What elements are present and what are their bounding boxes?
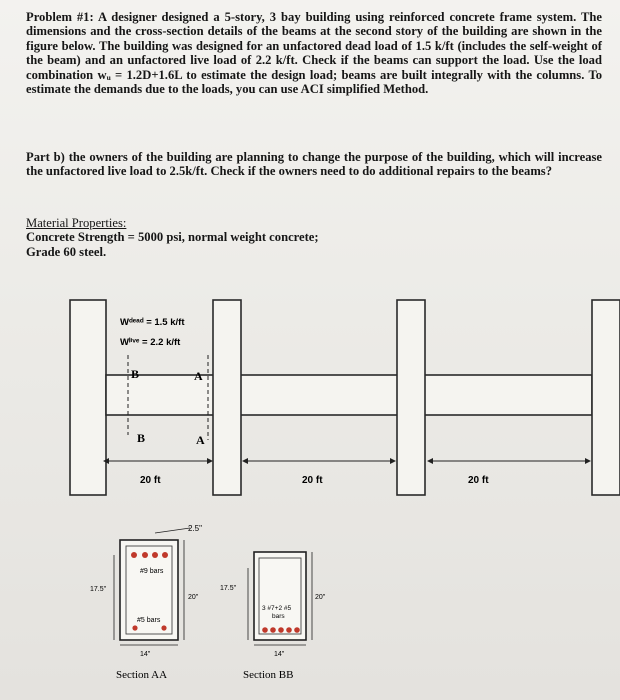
span-1-label: 20 ft (140, 475, 161, 486)
section-aa-outline (120, 540, 178, 640)
column-1 (70, 300, 106, 495)
part-b-statement: Part b) the owners of the building are planning to change the purpose of the building, which will increase the unfactored live load to 2.5k/ft. Check if the owners need to do additional repairs to the beams? (26, 150, 602, 179)
steel-grade: Grade 60 steel. (26, 244, 107, 259)
bottom-bars-label: #5 bars (137, 617, 161, 624)
bottom-bar (286, 627, 292, 633)
bottom-bar (270, 627, 276, 633)
column-2 (213, 300, 241, 495)
section-aa (90, 524, 202, 681)
bottom-bar (278, 627, 284, 633)
cut-b-bottom: B (137, 431, 146, 445)
height-right-label: 20" (188, 594, 199, 601)
section-aa-title: Section AA (116, 669, 168, 681)
top-bar (152, 552, 158, 558)
dead-load-label: Wᵈᵉᵃᵈ = 1.5 k/ft (120, 317, 185, 328)
cover-label: 2.5" (188, 524, 202, 533)
width-label: 14" (140, 651, 151, 658)
height-left-label: 17.5" (220, 585, 237, 592)
bottom-bar (161, 625, 166, 630)
cut-a-top: A (194, 369, 203, 383)
top-bar (131, 552, 137, 558)
bottom-bar (132, 625, 137, 630)
problem-heading: Problem #1: (26, 10, 94, 24)
beam-bay-3 (426, 376, 591, 414)
section-bb (220, 552, 326, 681)
top-bar (162, 552, 168, 558)
bottom-bar (262, 627, 268, 633)
bottom-bar (294, 627, 300, 633)
bottom-bars-label: 3 #7+2 #5 bars (262, 605, 292, 620)
section-bb-outline (254, 552, 306, 640)
live-load-label: Wˡⁱᵛᵉ = 2.2 k/ft (120, 337, 181, 348)
cut-b-top: B (131, 367, 140, 381)
cut-a-bottom: A (196, 433, 205, 447)
material-heading: Material Properties: (26, 216, 127, 230)
column-3 (397, 300, 425, 495)
problem-body: A designer designed a 5-story, 3 bay building using reinforced concrete frame system. The dimensions and the cross-section details of the beams at the second story of the building are shown in the figure below. The building was designed for an unfactored dead load of 1.5 k/ft (includes the self-weight of the beam) and an unfactored live load of 2.2 k/ft. Check if the beams can support the load. Use the load combination wᵤ = 1.2D+1.6L to estimate the design load; beams are built integrally with the columns. To estimate the demands due to the loads, you can use ACI simplified Method. (26, 10, 602, 97)
concrete-strength: Concrete Strength = 5000 psi, normal weight concrete; (26, 230, 319, 245)
beam-bay-2 (242, 376, 396, 414)
span-2-label: 20 ft (302, 475, 323, 486)
section-bb-title: Section BB (243, 669, 294, 681)
height-right-label: 20" (315, 594, 326, 601)
cover-leader (155, 528, 190, 533)
height-left-label: 17.5" (90, 586, 107, 593)
width-label: 14" (274, 651, 285, 658)
column-4 (592, 300, 620, 495)
top-bar (142, 552, 148, 558)
top-bars-label: #9 bars (140, 568, 164, 575)
span-3-label: 20 ft (468, 475, 489, 486)
